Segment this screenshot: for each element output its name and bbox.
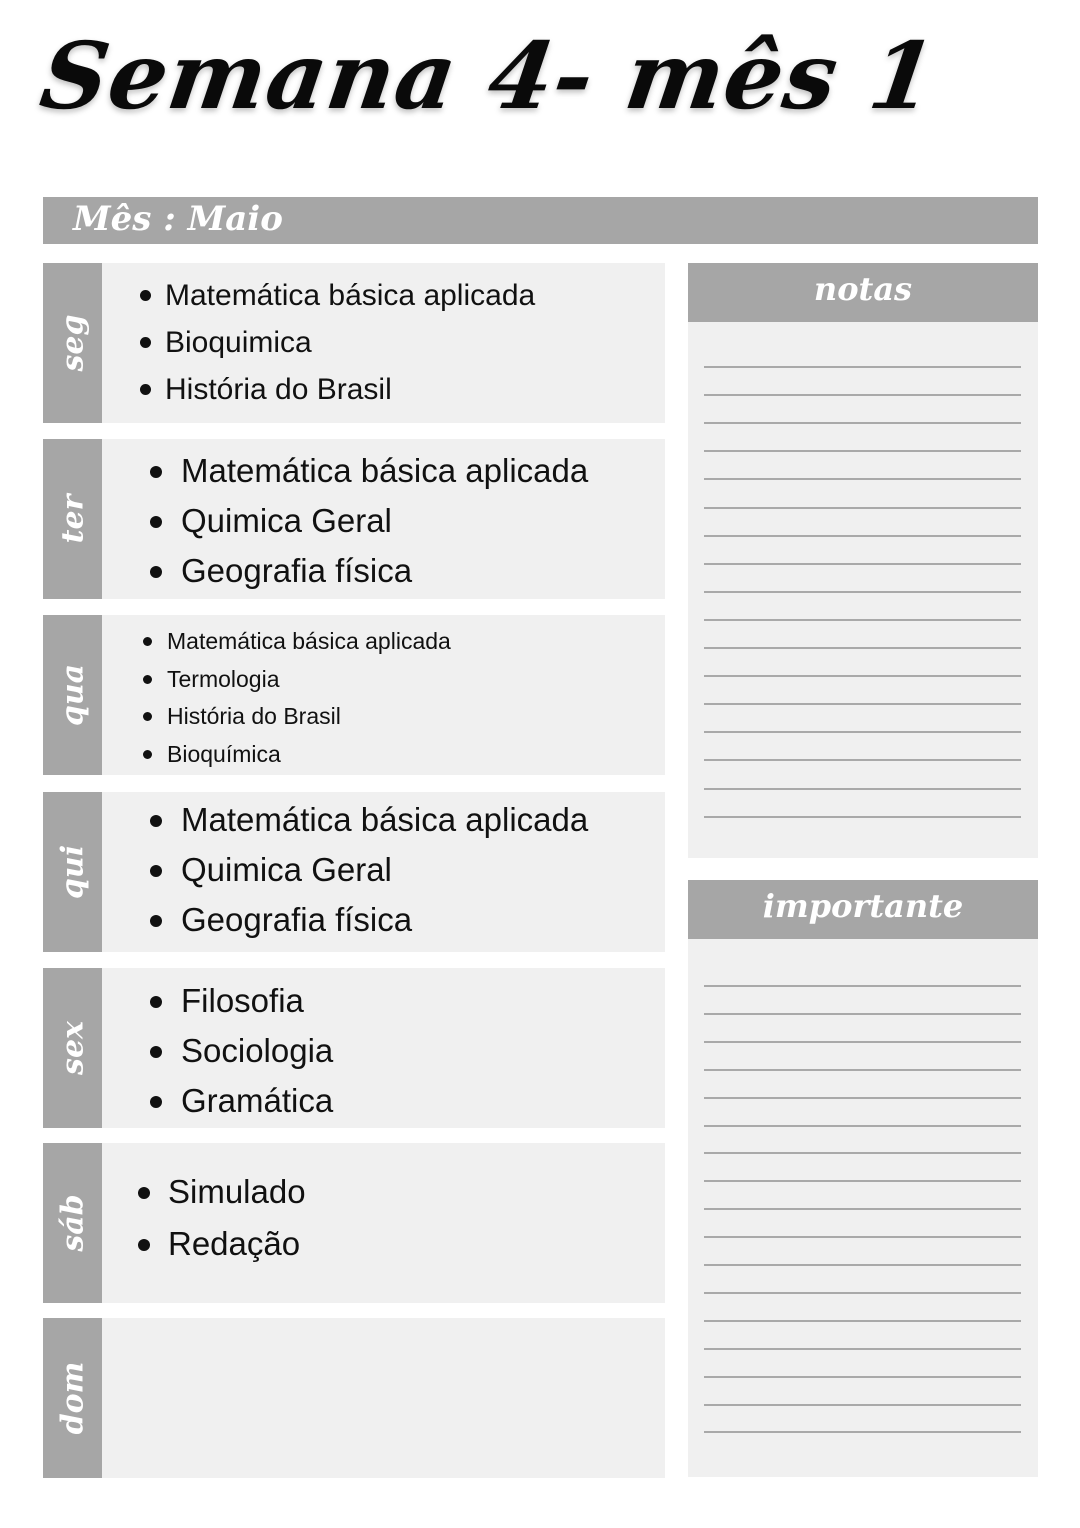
writing-line (704, 1348, 1021, 1350)
day-tab-qua (43, 615, 102, 775)
task-item: Geografia física (102, 895, 665, 945)
task-item: Matemática básica aplicada (102, 623, 665, 661)
task-item: Geografia física (102, 546, 665, 596)
task-item: Matemática básica aplicada (102, 446, 665, 496)
writing-line (704, 450, 1021, 452)
page-title: Semana 4- mês 1 (34, 22, 943, 130)
day-label: dom (55, 1361, 90, 1435)
notes-header (688, 263, 1038, 322)
writing-line (704, 619, 1021, 621)
writing-line (704, 422, 1021, 424)
important-panel (688, 880, 1038, 1477)
writing-line (704, 1208, 1021, 1210)
day-label: qui (55, 844, 90, 900)
task-list (102, 272, 665, 413)
writing-line (704, 1431, 1021, 1433)
task-list (102, 446, 665, 596)
day-body-qua (102, 615, 665, 775)
task-item: História do Brasil (102, 698, 665, 736)
important-title: importante (762, 887, 964, 925)
day-tab-seg (43, 263, 102, 423)
task-item: História do Brasil (102, 366, 665, 413)
task-item: Simulado (102, 1166, 665, 1218)
writing-line (704, 1041, 1021, 1043)
day-tab-sex (43, 968, 102, 1128)
day-row-qua (43, 615, 665, 775)
day-row-sex (43, 968, 665, 1128)
day-body-ter (102, 439, 665, 599)
writing-line (704, 816, 1021, 818)
writing-line (704, 507, 1021, 509)
writing-line (704, 1320, 1021, 1322)
day-row-qui (43, 792, 665, 952)
day-label: ter (55, 494, 90, 544)
month-label: Mês : Maio (73, 199, 283, 239)
task-item: Bioquimica (102, 319, 665, 366)
writing-line (704, 703, 1021, 705)
day-row-ter (43, 439, 665, 599)
task-list (102, 976, 665, 1126)
writing-line (704, 788, 1021, 790)
day-body-sab (102, 1143, 665, 1303)
day-body-sex (102, 968, 665, 1128)
task-list (102, 1166, 665, 1270)
important-header (688, 880, 1038, 939)
writing-line (704, 1125, 1021, 1127)
writing-line (704, 563, 1021, 565)
writing-line (704, 1292, 1021, 1294)
writing-line (704, 591, 1021, 593)
notes-panel (688, 263, 1038, 858)
day-tab-sab (43, 1143, 102, 1303)
task-item: Matemática básica aplicada (102, 795, 665, 845)
day-body-qui (102, 792, 665, 952)
day-row-dom (43, 1318, 665, 1478)
task-item: Redação (102, 1218, 665, 1270)
writing-line (704, 759, 1021, 761)
writing-line (704, 394, 1021, 396)
day-row-seg (43, 263, 665, 423)
task-item: Matemática básica aplicada (102, 272, 665, 319)
writing-line (704, 478, 1021, 480)
writing-line (704, 731, 1021, 733)
writing-line (704, 1236, 1021, 1238)
day-label: qua (55, 663, 90, 727)
writing-line (704, 1013, 1021, 1015)
notes-title: notas (813, 270, 913, 308)
month-header (43, 197, 1038, 244)
writing-line (704, 675, 1021, 677)
task-list (102, 795, 665, 945)
writing-line (704, 1180, 1021, 1182)
writing-line (704, 647, 1021, 649)
task-item: Termologia (102, 661, 665, 699)
day-label: seg (55, 314, 90, 372)
task-list (102, 623, 665, 773)
day-tab-qui (43, 792, 102, 952)
day-row-sab (43, 1143, 665, 1303)
writing-line (704, 366, 1021, 368)
task-item: Quimica Geral (102, 845, 665, 895)
day-tab-ter (43, 439, 102, 599)
writing-line (704, 1376, 1021, 1378)
writing-line (704, 1404, 1021, 1406)
task-item: Sociologia (102, 1026, 665, 1076)
day-body-seg (102, 263, 665, 423)
task-item: Bioquímica (102, 736, 665, 774)
writing-line (704, 1264, 1021, 1266)
writing-line (704, 535, 1021, 537)
writing-line (704, 1152, 1021, 1154)
task-item: Quimica Geral (102, 496, 665, 546)
day-label: sáb (55, 1194, 90, 1252)
day-tab-dom (43, 1318, 102, 1478)
day-body-dom (102, 1318, 665, 1478)
day-label: sex (55, 1021, 90, 1075)
task-item: Filosofia (102, 976, 665, 1026)
writing-line (704, 985, 1021, 987)
task-item: Gramática (102, 1076, 665, 1126)
writing-line (704, 1069, 1021, 1071)
writing-line (704, 1097, 1021, 1099)
